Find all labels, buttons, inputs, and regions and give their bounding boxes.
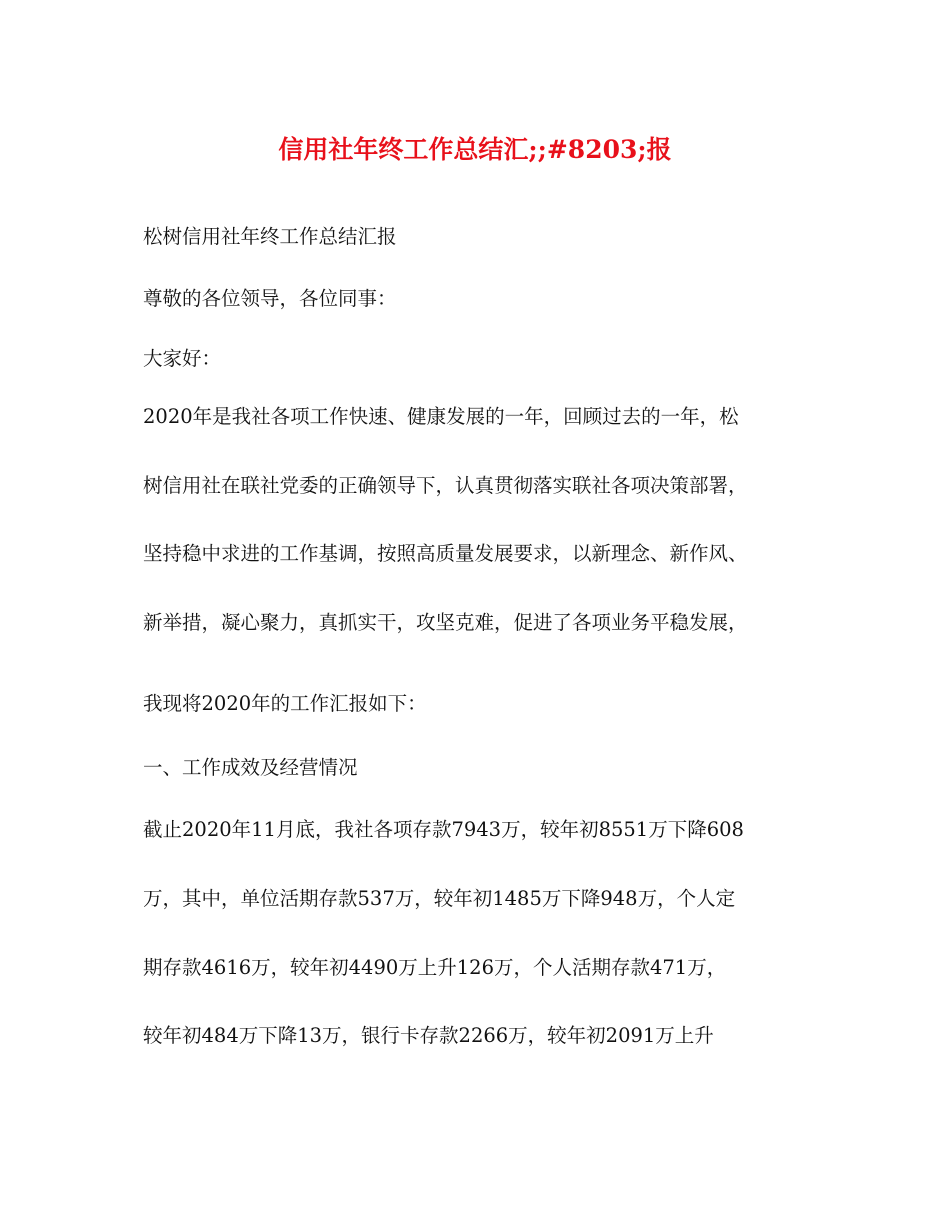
text-line: 一、工作成效及经营情况 (143, 756, 358, 779)
text-line: 截止2020年11月底，我社各项存款7943万，较年初8551万下降608 (143, 818, 744, 841)
text-line: 万，其中，单位活期存款537万，较年初1485万下降948万，个人定 (143, 887, 736, 910)
text-line: 尊敬的各位领导，各位同事： (143, 287, 397, 310)
text-line: 坚持稳中求进的工作基调，按照高质量发展要求，以新理念、新作风、 (143, 542, 748, 565)
text-line: 松树信用社年终工作总结汇报 (143, 225, 397, 248)
document-title: 信用社年终工作总结汇;;#8203;报 (278, 135, 672, 164)
text-line: 期存款4616万，较年初4490万上升126万，个人活期存款471万， (143, 956, 727, 979)
text-line: 树信用社在联社党委的正确领导下，认真贯彻落实联社各项决策部署， (143, 474, 748, 497)
text-line: 2020年是我社各项工作快速、健康发展的一年，回顾过去的一年，松 (143, 405, 739, 428)
text-line: 新举措，凝心聚力，真抓实干，攻坚克难，促进了各项业务平稳发展， (143, 611, 748, 634)
text-line: 大家好： (143, 347, 222, 370)
text-line: 较年初484万下降13万，银行卡存款2266万，较年初2091万上升 (143, 1024, 714, 1047)
text-line: 我现将2020年的工作汇报如下： (143, 692, 427, 715)
